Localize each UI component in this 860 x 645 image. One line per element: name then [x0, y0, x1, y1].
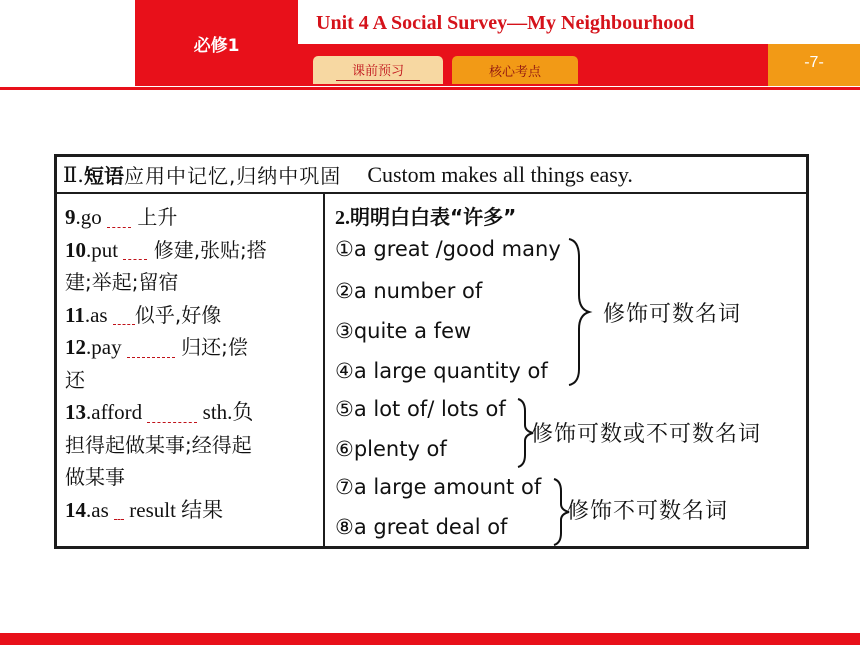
item-text: a lot of/ lots of: [353, 397, 506, 421]
category-uncountable: 修饰不可数名词: [567, 499, 729, 524]
phrase-verb: .afford: [86, 400, 148, 424]
phrase-line: [65, 494, 317, 527]
phrase-line: [65, 234, 317, 267]
phrase-meaning: 上升: [131, 205, 178, 229]
heading-motto: Custom makes all things easy.: [367, 161, 633, 187]
phrase-line: [65, 429, 317, 462]
tab-core-points[interactable]: [452, 56, 578, 84]
phrase-number: 14: [65, 497, 86, 522]
item-marker: ④: [335, 359, 354, 383]
item-marker: ③: [335, 319, 354, 343]
book-label-text: 必修1: [193, 35, 240, 56]
header-left-margin: [0, 0, 133, 86]
phrase-line: [65, 331, 317, 364]
heading-roman: Ⅱ.: [63, 162, 84, 187]
phrase-line: [65, 299, 317, 332]
phrase-number: 13: [65, 400, 86, 424]
tab-core-points-label: 核心考点: [488, 64, 541, 80]
expression-item: [335, 237, 561, 261]
page-number: -7-: [768, 44, 860, 86]
phrase-meaning: 归还;偿: [174, 335, 248, 359]
expression-item: [335, 279, 482, 303]
phrase-list: [65, 201, 317, 526]
expression-item: [335, 397, 506, 421]
phrase-meaning: 似乎,好像: [134, 302, 222, 327]
phrase-table: [54, 154, 809, 549]
phrase-verb: .put: [86, 237, 124, 262]
phrase-meaning: 担得起做某事;经得起: [65, 432, 252, 457]
item-marker: ②: [335, 279, 354, 303]
unit-title: Unit 4 A Social Survey—My Neighbourhood: [316, 12, 695, 34]
expression-item: [335, 515, 507, 539]
phrase-number: 10: [65, 237, 86, 262]
answer-blank[interactable]: [147, 405, 197, 423]
tab-preview-label: 课前预习: [336, 60, 420, 81]
category-both: 修饰可数或不可数名词: [531, 422, 762, 447]
many-expressions: [335, 201, 805, 539]
heading-bold: 短语: [83, 164, 124, 188]
phrase-verb: .as: [84, 302, 113, 327]
book-label: [135, 0, 298, 86]
phrase-line: [65, 396, 317, 429]
item-text: a number of: [353, 279, 483, 303]
answer-blank[interactable]: [113, 307, 135, 325]
phrase-verb: .as: [86, 497, 114, 522]
item-text: a large amount of: [353, 475, 542, 499]
section-title-text: 明明白白表“许多”: [350, 205, 517, 229]
answer-blank[interactable]: [114, 502, 124, 520]
unit-title-bar: [298, 0, 860, 44]
answer-blank[interactable]: [123, 242, 147, 260]
brace-countable: [565, 237, 595, 387]
phrase-number: 9: [65, 205, 76, 229]
phrase-meaning: 修建,张贴;搭: [147, 237, 267, 262]
table-heading: [57, 157, 806, 194]
item-marker: ⑦: [335, 475, 354, 499]
section-number: 2.: [335, 207, 350, 229]
phrase-line: [65, 201, 317, 234]
expression-item: [335, 437, 447, 461]
footer-divider: [0, 633, 860, 645]
phrase-meaning: 还: [65, 367, 85, 392]
item-text: a great deal of: [353, 515, 508, 539]
heading-rest: 应用中记忆,归纳中巩固: [123, 164, 342, 188]
phrase-line: [65, 266, 317, 299]
item-text: a great /good many: [353, 237, 561, 261]
item-text: plenty of: [353, 437, 447, 461]
phrase-line: [65, 461, 317, 494]
item-text: quite a few: [353, 319, 472, 343]
expression-item: [335, 475, 541, 499]
column-divider: [323, 194, 325, 546]
phrase-meaning: result 结果: [124, 497, 224, 522]
item-text: a large quantity of: [353, 359, 548, 383]
item-marker: ⑧: [335, 515, 354, 539]
phrase-verb: .go: [75, 205, 107, 229]
phrase-meaning: sth.负: [197, 400, 254, 424]
phrase-verb: .pay: [86, 335, 127, 359]
phrase-meaning: 做某事: [65, 465, 125, 489]
tab-preview[interactable]: [313, 56, 443, 84]
expression-item: [335, 319, 471, 343]
answer-blank[interactable]: [107, 210, 131, 228]
item-marker: ①: [335, 237, 354, 261]
phrase-line: [65, 364, 317, 397]
category-countable: 修饰可数名词: [603, 302, 742, 327]
expression-item: [335, 359, 548, 383]
answer-blank[interactable]: [127, 340, 175, 358]
header-divider: [0, 87, 860, 90]
section-title: [335, 201, 805, 233]
phrase-number: 11: [65, 302, 85, 327]
phrase-meaning: 建;举起;留宿: [65, 270, 179, 294]
item-marker: ⑤: [335, 397, 354, 421]
item-marker: ⑥: [335, 437, 354, 461]
phrase-number: 12: [65, 335, 86, 359]
